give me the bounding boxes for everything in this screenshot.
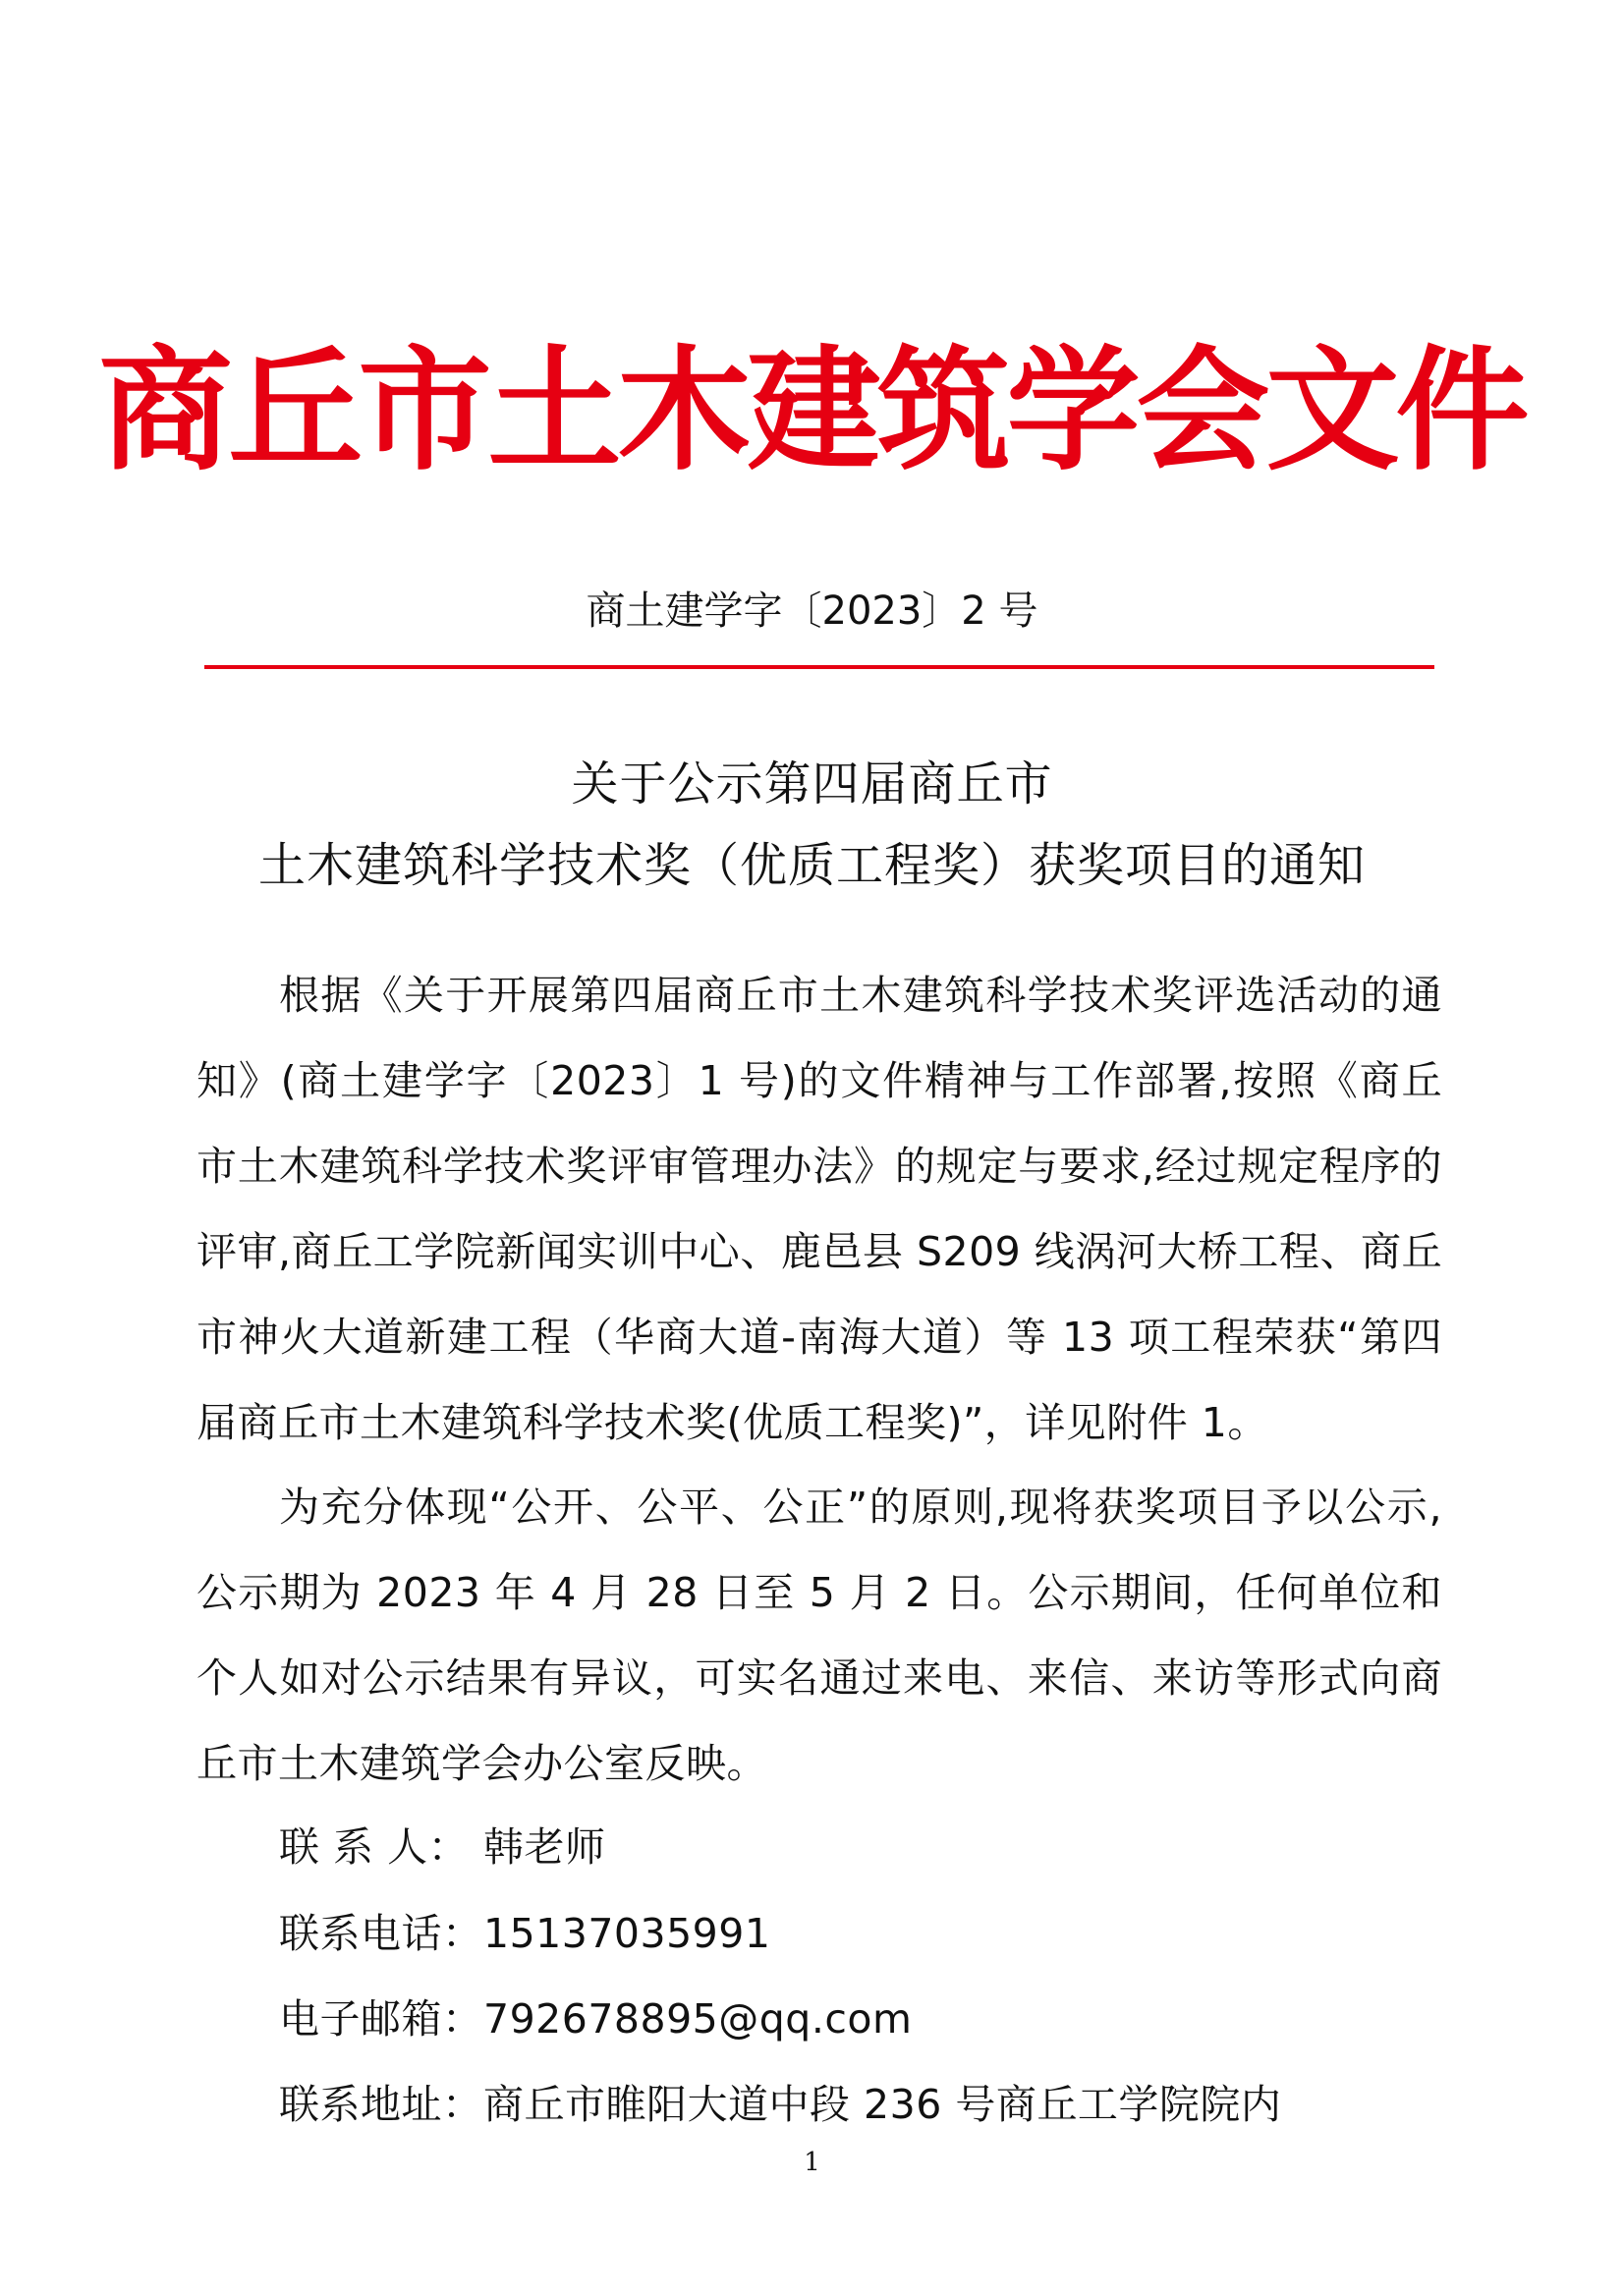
contact-address-value: 商丘市睢阳大道中段 236 号商丘工学院院内 (483, 2081, 1282, 2128)
contact-email-label: 电子邮箱： (279, 1995, 483, 2043)
page-number: 1 (804, 2148, 820, 2177)
contact-phone-value: 15137035991 (483, 1910, 771, 1957)
notice-title-line-2: 土木建筑科学技术奖（优质工程奖）获奖项目的通知 (257, 838, 1366, 893)
contact-person-label: 联 系 人： (279, 1823, 470, 1871)
contact-person (279, 1823, 606, 1872)
contact-address (279, 2081, 1281, 2129)
contact-email (279, 1995, 912, 2044)
contact-person-value: 韩老师 (483, 1823, 606, 1871)
contact-phone-label: 联系电话： (279, 1910, 483, 1957)
contact-email-value: 792678895@qq.com (483, 1995, 913, 2043)
notice-title-line-1: 关于公示第四届商丘市 (571, 756, 1053, 812)
contact-address-label: 联系地址： (279, 2081, 483, 2128)
org-title: 商丘市土木建筑学会文件 (98, 334, 1526, 489)
red-divider (204, 665, 1434, 669)
body-paragraph-1: 根据《关于开展第四届商丘市土木建筑科学技术奖评选活动的通知》(商土建学字〔2023〕1 号)的文件精神与工作部署,按照《商丘市土木建筑科学技术奖评审管理办法》的规定与要求,经过规定程序的评审,商丘工学院新闻实训中心、鹿邑县 S209 线涡河大桥工程、商丘市神火大道新建工程（华商大道-南海大道）等 13 项工程荣获“第四届商丘市土木建筑科学技术奖(优质工程奖)”，详见附件 1。 (196, 972, 1442, 1446)
contact-phone (279, 1910, 770, 1958)
document-number: 商土建学字〔2023〕2 号 (586, 588, 1038, 634)
body-paragraph-2: 为充分体现“公开、公平、公正”的原则,现将获奖项目予以公示,公示期为 2023 年 4 月 28 日至 5 月 2 日。公示期间，任何单位和个人如对公示结果有异议，可实名通过来电、来信、来访等形式向商丘市土木建筑学会办公室反映。 (196, 1484, 1442, 1787)
